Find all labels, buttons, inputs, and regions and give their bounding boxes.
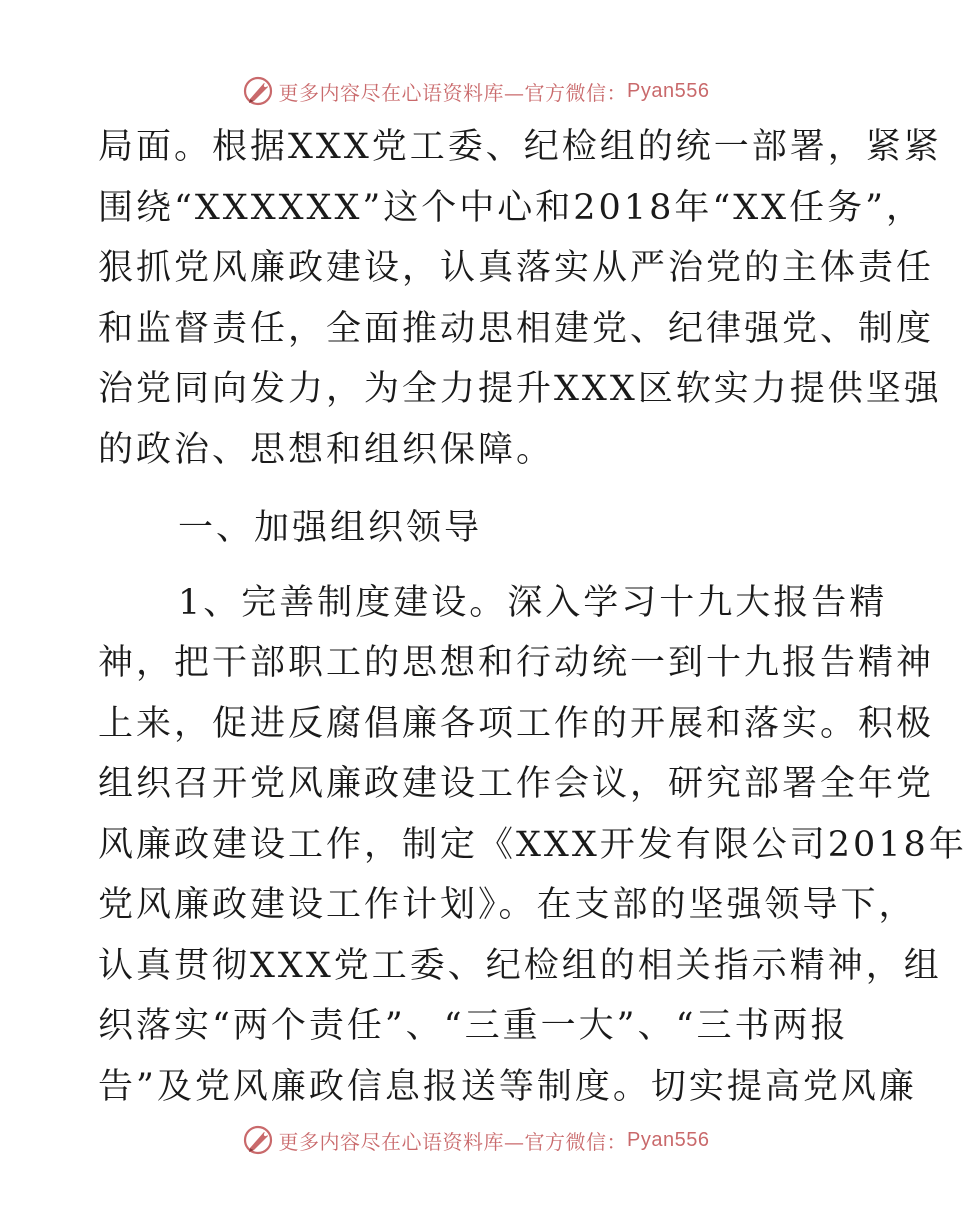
text-line: 治党同向发力，为全力提升XXX区软实力提供坚强 xyxy=(98,369,942,409)
text-line: 神，把干部职工的思想和行动统一到十九报告精神 xyxy=(98,643,935,683)
text-line: 上来，促进反腐倡廉各项工作的开展和落实。积极 xyxy=(98,703,935,744)
text-line: 狠抓党风廉政建设，认真落实从严治党的主体责任 xyxy=(98,248,935,288)
text-line: 风廉政建设工作，制定《XXX开发有限公司2018年 xyxy=(98,824,967,865)
text-line: 局面。根据XXX党工委、纪检组的统一部署，紧紧 xyxy=(98,127,942,167)
text-line: 织落实“两个责任”、“三重一大”、“三书两报 xyxy=(98,1006,849,1046)
watermark-text: 更多内容尽在心语资料库—官方微信： xyxy=(278,80,628,105)
pen-logo-icon xyxy=(241,74,275,108)
text-line: 和监督责任，全面推动思相建党、纪律强党、制度 xyxy=(98,308,935,349)
watermark-header xyxy=(0,71,950,111)
text-line: 党风廉政建设工作计划》。在支部的坚强领导下， xyxy=(98,885,917,925)
text-line: 的政治、思想和组织保障。 xyxy=(98,429,555,470)
pen-logo-icon xyxy=(241,1123,275,1157)
document-body xyxy=(98,117,967,1117)
text-line: 围绕“XXXXXX”这个中心和2018年“XX任务”， xyxy=(98,187,924,228)
watermark-wechat-id: Pyan556 xyxy=(627,79,710,102)
text-line: 认真贯彻XXX党工委、纪检组的相关指示精神，组 xyxy=(98,945,942,986)
watermark-footer xyxy=(0,1120,950,1160)
watermark-text: 更多内容尽在心语资料库—官方微信： xyxy=(278,1129,628,1154)
text-line: 1、完善制度建设。深入学习十九大报告精 xyxy=(178,582,888,623)
watermark-wechat-id: Pyan556 xyxy=(627,1128,710,1151)
text-line: 组织召开党风廉政建设工作会议，研究部署全年党 xyxy=(98,764,935,804)
text-line: 告”及党风廉政信息报送等制度。切实提高党风廉 xyxy=(98,1066,917,1107)
section-heading: 一、加强组织领导 xyxy=(178,508,483,548)
